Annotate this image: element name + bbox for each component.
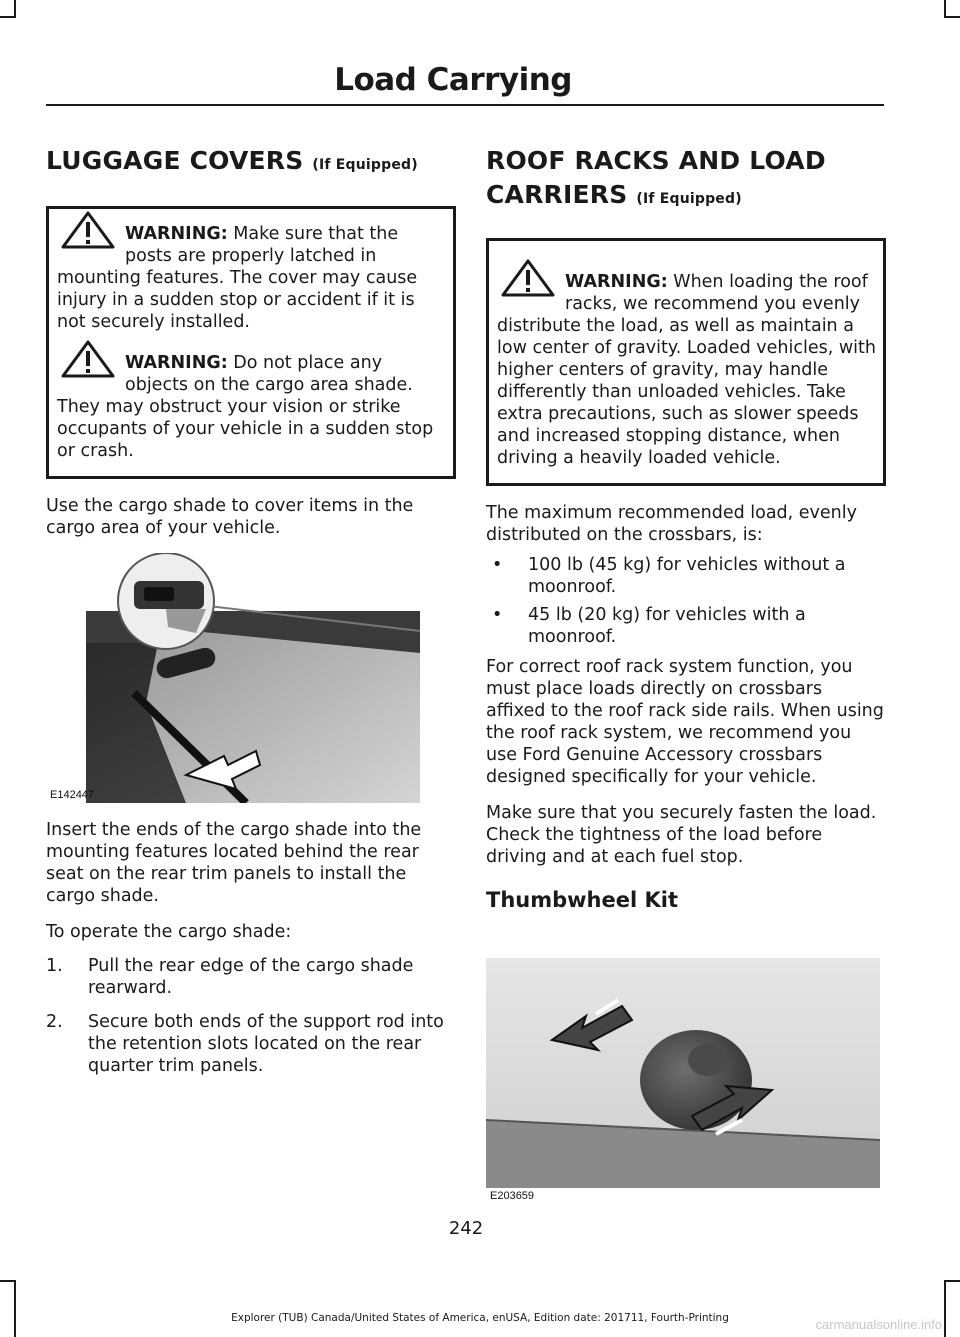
watermark: carmanualsonline.info — [815, 1317, 942, 1332]
warning-posts — [57, 223, 447, 333]
thumbwheel-illustration — [486, 934, 880, 1204]
bullet-text: 100 lb (45 kg) for vehicles without a moonroof. — [528, 555, 846, 597]
cargo-shade-intro: Use the cargo shade to cover items in the cargo area of your vehicle. — [46, 496, 414, 538]
step-text: Pull the rear edge of the cargo shade rearward. — [88, 956, 414, 998]
warning-label: WARNING: — [125, 353, 228, 373]
thumbwheel-figure — [486, 934, 880, 1204]
figure-code: E142447 — [50, 789, 95, 801]
warning-objects — [57, 352, 447, 462]
cargo-shade-figure — [46, 553, 420, 803]
list-item — [486, 554, 886, 598]
crop-mark-top-right-h — [944, 16, 960, 18]
crop-mark-top-left — [14, 0, 16, 16]
warning-text: Make sure that the posts are properly latched in mounting features. The cover may cause injury in a sudden stop or accident if it is not securely installed. — [57, 224, 418, 332]
crop-mark-bottom-left-h — [0, 1280, 16, 1282]
warning-triangle-icon — [501, 271, 559, 301]
warning-label: WARNING: — [125, 224, 228, 244]
warning-text: Do not place any objects on the cargo area shade. They may obstruct your vision or strike occupants of your vehicle in a sudden stop or crash. — [57, 353, 434, 461]
install-instructions: Insert the ends of the cargo shade into the mounting features located behind the rear seat on the rear trim panels to install the cargo shade. — [46, 820, 422, 906]
crop-mark-top-right — [944, 0, 946, 16]
figure-code: E203659 — [490, 1190, 535, 1202]
warning-triangle-icon — [61, 352, 119, 382]
crop-mark-bottom-right-h — [944, 1280, 960, 1282]
step-text: Secure both ends of the support rod into the retention slots located on the rear quarter trim panels. — [88, 1012, 444, 1076]
warning-label: WARNING: — [565, 272, 668, 292]
bullet: • — [492, 605, 503, 625]
chapter-title: Load Carrying — [334, 62, 572, 98]
operate-intro: To operate the cargo shade: — [46, 922, 292, 942]
max-load-list — [486, 554, 886, 648]
warning-box — [46, 206, 456, 479]
right-column — [486, 140, 886, 1204]
step-number: 1. — [46, 956, 63, 976]
warning-triangle-icon — [61, 223, 119, 253]
edition-footer: Explorer (TUB) Canada/United States of America, enUSA, Edition date: 201711, Fourth-Printing — [231, 1312, 729, 1324]
cargo-shade-illustration — [46, 553, 420, 803]
luggage-covers-heading — [46, 144, 456, 182]
list-item — [46, 1011, 456, 1077]
warning-text: When loading the roof racks, we recommend you evenly distribute the load, as well as maintain a low center of gravity. Loaded vehicles, with higher centers of gravity, may handle differently than unloaded vehicles. Take extra precautions, such as slower speeds and increased stopping distance, when driving a heavily loaded vehicle. — [497, 272, 876, 468]
warning-roof-load — [497, 271, 877, 469]
list-item — [486, 604, 886, 648]
heading-text: LUGGAGE COVERS — [46, 146, 304, 175]
bullet-text: 45 lb (20 kg) for vehicles with a moonroof. — [528, 605, 806, 647]
crop-mark-top-left-h — [0, 16, 16, 18]
warning-box — [486, 238, 886, 486]
roof-racks-heading — [486, 144, 886, 216]
operation-steps — [46, 955, 456, 1077]
crop-mark-bottom-left — [14, 1280, 16, 1337]
left-column — [46, 140, 456, 1077]
header-rule — [46, 104, 884, 106]
fasten-instructions: Make sure that you securely fasten the load. Check the tightness of the load before driving and at each fuel stop. — [486, 803, 877, 867]
thumbwheel-kit-heading: Thumbwheel Kit — [486, 888, 678, 912]
if-equipped-label: (If Equipped) — [636, 191, 742, 207]
crop-mark-bottom-right — [944, 1280, 946, 1337]
list-item — [46, 955, 456, 999]
step-number: 2. — [46, 1012, 63, 1032]
max-load-intro: The maximum recommended load, evenly distributed on the crossbars, is: — [486, 503, 857, 545]
heading-line-1: ROOF RACKS AND LOAD — [486, 146, 826, 175]
crossbar-instructions: For correct roof rack system function, you must place loads directly on crossbars affixed to the roof rack side rails. When using the roof rack system, we recommend you use Ford Genuine Accessory crossbars designed specifically for your vehicle. — [486, 657, 884, 787]
page-number: 242 — [448, 1218, 484, 1239]
bullet: • — [492, 555, 503, 575]
if-equipped-label: (If Equipped) — [312, 157, 418, 173]
heading-line-2: CARRIERS — [486, 180, 628, 209]
